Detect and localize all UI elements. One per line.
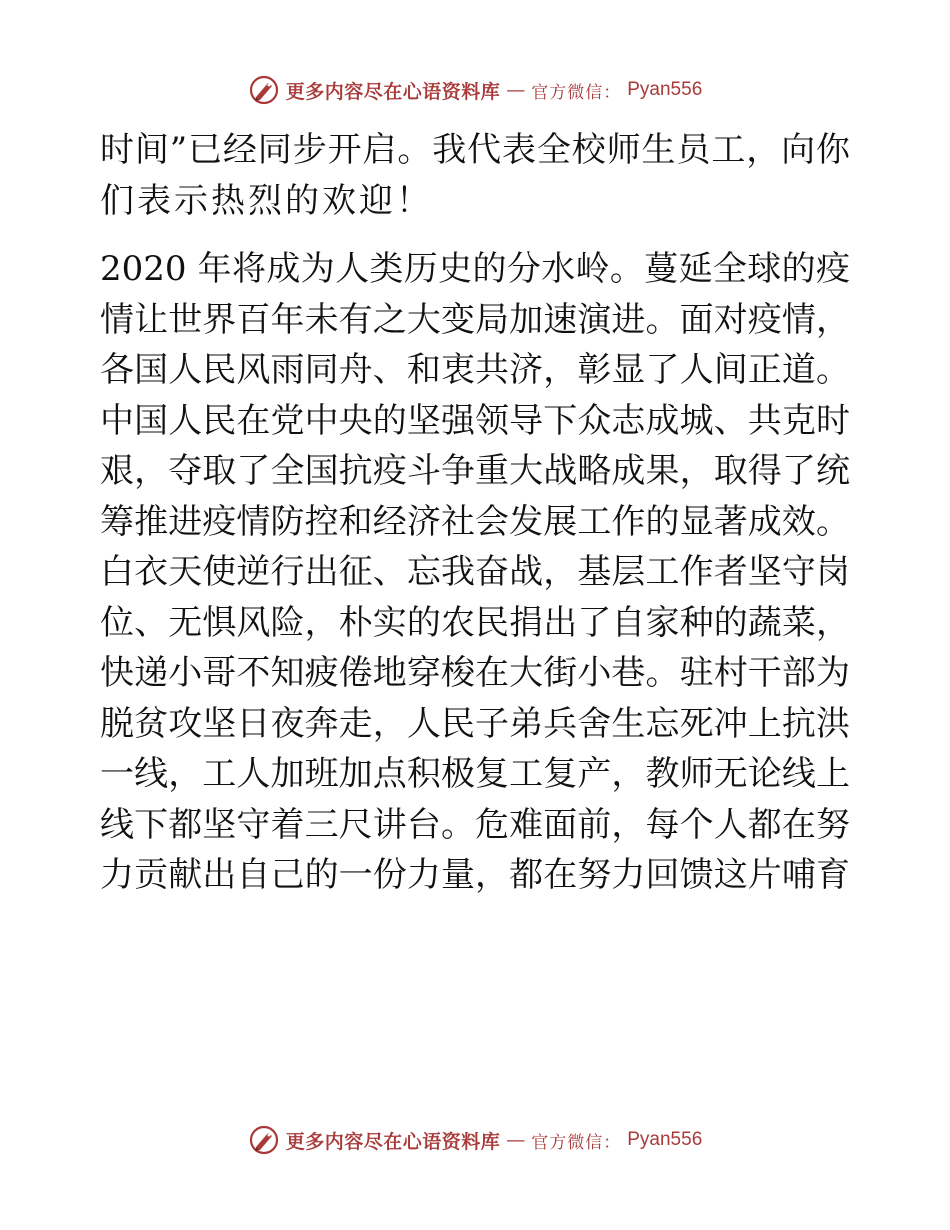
paragraph-2: [100, 244, 850, 901]
text-line: 白衣天使逆行出征、忘我奋战，基层工作者坚守岗: [100, 552, 850, 592]
document-body: [100, 125, 850, 901]
text-line: 力贡献出自己的一份力量，都在努力回馈这片哺育: [100, 855, 850, 895]
text-line: 筹推进疫情防控和经济社会发展工作的显著成效。: [100, 501, 850, 542]
footer-title: 更多内容尽在心语资料库: [285, 1130, 501, 1153]
footer-label: 官方微信：: [531, 1132, 622, 1153]
header-label: 官方微信：: [531, 82, 622, 103]
footer-separator: —: [506, 1129, 526, 1151]
text-line: 时间”已经同步开启。我代表全校师生员工，向你: [100, 130, 850, 170]
text-line: 艰，夺取了全国抗疫斗争重大战略成果，取得了统: [100, 451, 850, 491]
text-line: 中国人民在党中央的坚强领导下众志成城、共克时: [100, 400, 850, 441]
text-line: 情让世界百年未有之大变局加速演进。面对疫情，: [100, 299, 850, 340]
text-line: 脱贫攻坚日夜奔走，人民子弟兵舍生忘死冲上抗洪: [100, 703, 850, 744]
text-line: 快递小哥不知疲倦地穿梭在大街小巷。驻村干部为: [100, 653, 850, 693]
text-line: 线下都坚守着三尺讲台。危难面前，每个人都在努: [100, 804, 850, 845]
text-line: 各国人民风雨同舟、和衷共济，彰显了人间正道。: [100, 350, 850, 390]
footer-wechat-id: Pyan556: [627, 1129, 703, 1150]
pen-logo-icon: [248, 74, 280, 106]
paragraph-1: [100, 125, 850, 226]
text-line: 一线，工人加班加点积极复工复产，教师无论线上: [100, 754, 850, 794]
text-line: 2020 年将成为人类历史的分水岭。蔓延全球的疫: [100, 249, 850, 289]
pen-logo-icon: [248, 1124, 280, 1156]
text-line: 位、无惧风险，朴实的农民捐出了自家种的蔬菜，: [100, 602, 850, 643]
header-separator: —: [506, 79, 526, 101]
header-title: 更多内容尽在心语资料库: [285, 80, 501, 103]
header-banner: [0, 70, 950, 110]
text-line: 们表示热烈的欢迎！: [100, 180, 433, 221]
footer-banner: [0, 1120, 950, 1160]
header-wechat-id: Pyan556: [627, 79, 703, 100]
